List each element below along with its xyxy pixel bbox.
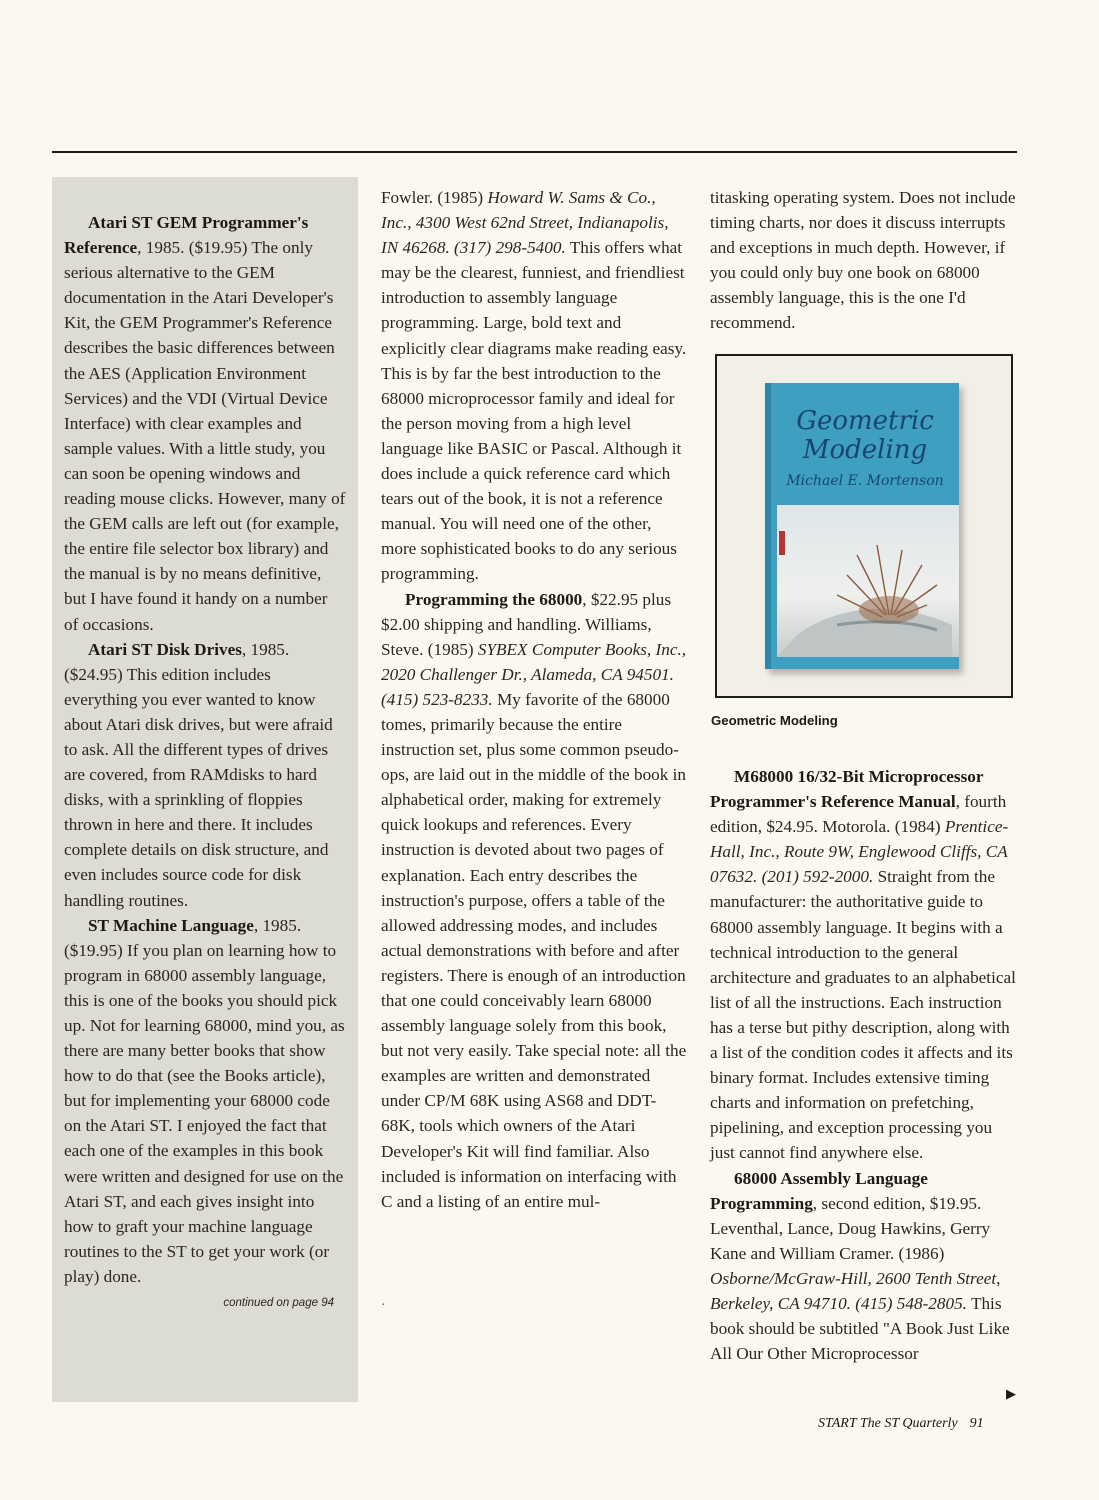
review-paragraph [381, 587, 689, 1214]
book-title: Atari ST GEM Programmer's Reference [64, 213, 309, 258]
review-paragraph [381, 185, 689, 587]
review-text: , 1985. ($19.95) The only serious alternative to the GEM documentation in the Atari Developer's Kit, the GEM Programmer's Reference describes the basic differences between the AES (Application Environment Services) and the VDI (Virtual Device Interface) with clear examples and sample values. With a little study, you can soon be opening windows and reading mouse clicks. However, many of the GEM calls are left out (for example, the entire file selector box library) and the manual is by no means definitive, but I have found it handy on a number of occasions. [64, 238, 346, 634]
review-text: This book should be subtitled "A Book Just Like All Our Other Microprocessor [710, 1293, 1010, 1364]
continue-arrow-icon: ▶ [1006, 1386, 1016, 1401]
figure-caption: Geometric Modeling [711, 713, 838, 728]
review-text: , 1985. ($19.95) If you plan on learning how to program in 68000 assembly language, this is one of the books you should pick up. Not for learning 68000, mind you, as there are many better books that show how to do that (see the Books article), but for implementing your 68000 code on the Atari ST. I enjoyed the fact that each one of the examples in this book were written and designed for use on the Atari ST, and each gives insight into how to graft your machine language routines to the ST to get your work (or play) done. [64, 915, 345, 1286]
review-paragraph: titasking operating system. Does not include timing charts, nor does it discuss interrupts and exceptions in much depth. However, if you could only buy one book on 68000 assembly language, this is the one I'd recommend. [710, 188, 1016, 333]
publisher-info: Howard W. Sams & Co., Inc., 4300 West 62nd Street, Indianapolis, IN 46268. (317) 298-5400. [381, 188, 669, 258]
review-paragraph [64, 210, 346, 637]
publisher-info: Osborne/McGraw-Hill, 2600 Tenth Street, Berkeley, CA 94710. (415) 548-2805. [710, 1268, 1001, 1313]
review-text: Straight from the manufacturer: the authoritative guide to 68000 assembly language. It begins with a technical introduction to the general architecture and graduates to an alphabetical list of all the instructions. Each instruction has a terse but pithy description, along with a list of the condition codes it affects and its binary format. Includes extensive timing charts and information on prefetching, pipelining, and exception processing you just cannot find anywhere else. [710, 867, 1016, 1163]
review-paragraph [710, 764, 1016, 1166]
page-number: 91 [969, 1416, 984, 1431]
sidebar-column [64, 210, 346, 1316]
review-text: , fourth edition, $24.95. Motorola. (1984) [710, 792, 1007, 837]
right-column-bottom [710, 764, 1016, 1366]
book-title: 68000 Assembly Language Programming [710, 1168, 928, 1213]
review-paragraph [64, 913, 346, 1289]
publisher-info: SYBEX Computer Books, Inc., 2020 Challenger Dr., Alameda, CA 94501. (415) 523-8233. [381, 639, 687, 709]
review-text: , second edition, $19.95. Leventhal, Lance, Doug Hawkins, Gerry Kane and William Cramer. (1986) [710, 1193, 991, 1263]
plant-illustration [777, 505, 959, 657]
middle-column [381, 185, 689, 1214]
review-text: , 1985. ($24.95) This edition includes everything you ever wanted to know about Atari disk drives, but were afraid to ask. All the different types of drives are covered, from RAMdisks to hard disks, with a sprinkling of floppies thrown in here and there. It includes complete details on disk structure, and even includes source code for disk handling routines. [64, 639, 333, 910]
review-text: Fowler. (1985) [381, 188, 488, 207]
review-paragraph [64, 637, 346, 913]
page-footer [818, 1416, 984, 1432]
book-title: M68000 16/32-Bit Microprocessor Programmer's Reference Manual [710, 767, 984, 812]
book-title: Programming the 68000 [405, 589, 583, 609]
book-cover-title: Geometric Modeling [796, 406, 934, 465]
book-title: ST Machine Language [88, 915, 254, 935]
book-cover-image [765, 383, 959, 669]
stray-mark: · [381, 1298, 386, 1313]
publisher-info: Prentice-Hall, Inc., Route 9W, Englewood Cliffs, CA 07632. (201) 592-2000. [710, 817, 1009, 887]
cover-photo [777, 505, 959, 657]
continued-note: continued on page 94 [223, 1297, 334, 1310]
review-text: , $22.95 plus $2.00 shipping and handling. Williams, Steve. (1985) [381, 589, 672, 659]
right-column-top [710, 185, 1016, 336]
book-cover-author: Michael E. Mortenson [786, 473, 944, 489]
book-title: Atari ST Disk Drives [88, 639, 242, 659]
book-cover-figure [715, 354, 1013, 698]
book-spine [765, 383, 771, 669]
publication-name: START The ST Quarterly [818, 1416, 958, 1431]
header-rule [52, 151, 1017, 153]
review-paragraph [710, 1166, 1016, 1367]
review-text: My favorite of the 68000 tomes, primarily because the entire instruction set, plus some common pseudo-ops, are laid out in the middle of the book in alphabetical order, making for extremely quick lookups and references. Every instruction is devoted about two pages of explanation. Each entry describes the instruction's purpose, offers a table of the allowed addressing modes, and includes actual demonstrations with before and after registers. There is enough of an introduction that one could conceivably learn 68000 assembly language solely from this book, but not very easily. Take special note: all the examples are written and demonstrated under CP/M 68K using AS68 and DDT-68K, tools which owners of the Atari Developer's Kit will find familiar. Also included is information on interfacing with C and a listing of an entire mul- [381, 689, 687, 1211]
review-text: This offers what may be the clearest, funniest, and friendliest introduction to assembly language programming. Large, bold text and explicitly clear diagrams make reading easy. This is by far the best introduction to the 68000 microprocessor family and ideal for the person moving from a high level language like BASIC or Pascal. Although it does include a quick reference card which tears out of the book, it is not a reference manual. You will need one of the other, more sophisticated books to do any serious programming. [381, 238, 687, 584]
spine-mark [779, 531, 785, 555]
